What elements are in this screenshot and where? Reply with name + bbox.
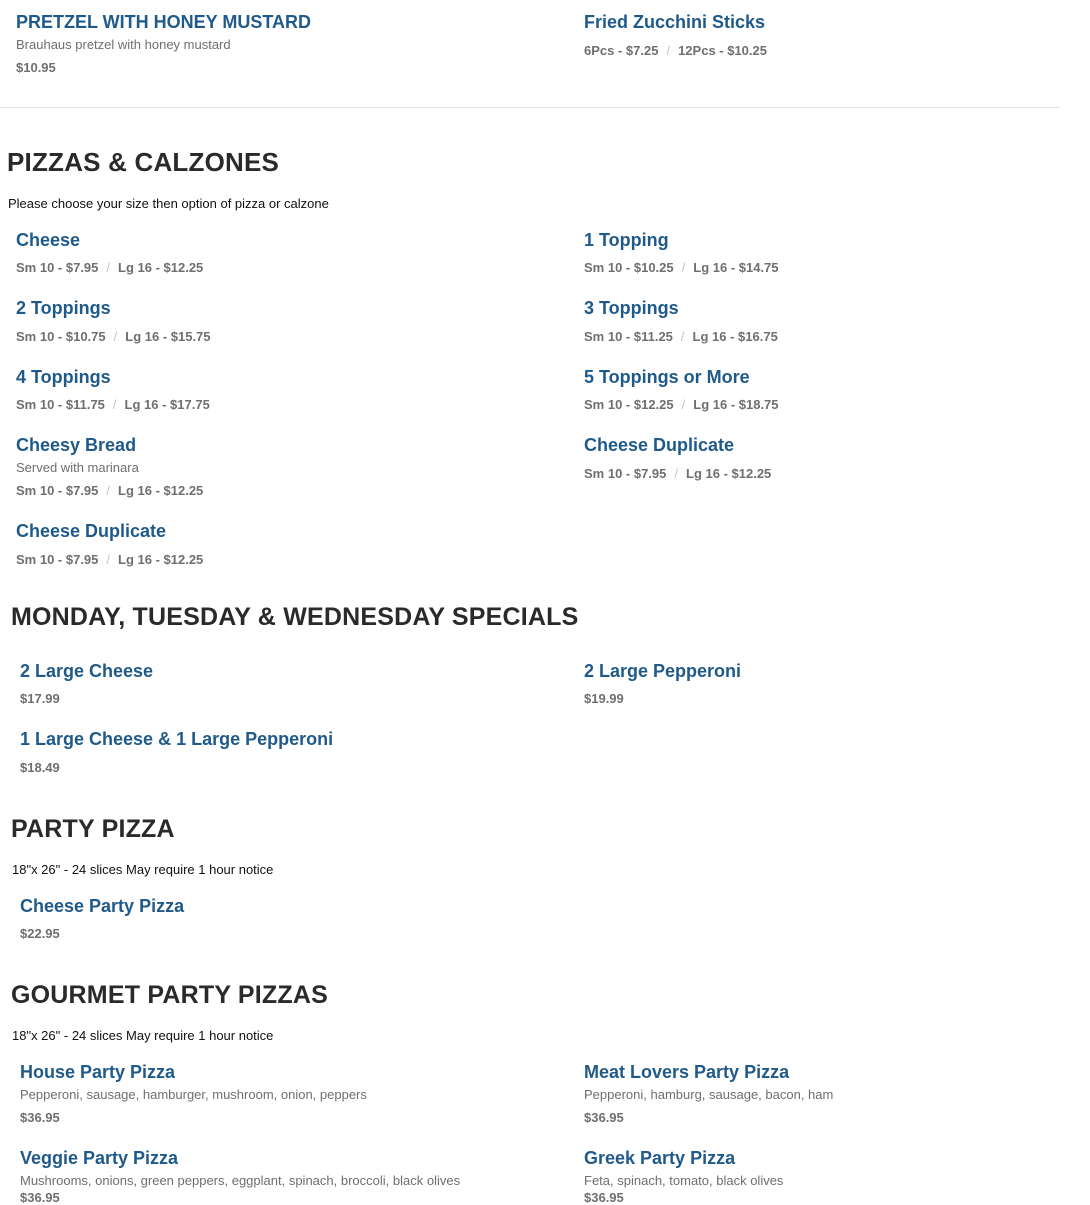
price-option: 6Pcs - $7.25 (584, 43, 659, 58)
section-title: PARTY PIZZA (11, 815, 175, 843)
item-name[interactable]: 5 Toppings or More (584, 367, 750, 387)
item-price (16, 260, 203, 275)
item-name[interactable]: 1 Topping (584, 230, 669, 250)
price-option: $22.95 (20, 926, 60, 941)
price-option: Lg 16 - $14.75 (693, 260, 779, 275)
item-description: Pepperoni, hamburg, sausage, bacon, ham (584, 1087, 834, 1102)
price-option: Sm 10 - $10.75 (16, 329, 106, 344)
price-option: $36.95 (584, 1190, 624, 1205)
price-option: Sm 10 - $7.95 (584, 466, 667, 481)
price-option: Sm 10 - $7.95 (16, 260, 99, 275)
price-separator: / (674, 466, 679, 481)
item-price (20, 1110, 60, 1125)
item-description: Mushrooms, onions, green peppers, eggplant, spinach, broccoli, black olives (20, 1173, 461, 1188)
item-price (20, 926, 60, 941)
item-description: Brauhaus pretzel with honey mustard (16, 37, 231, 52)
price-option: Sm 10 - $7.95 (16, 483, 99, 498)
item-price (16, 329, 211, 344)
item-name[interactable]: 3 Toppings (584, 298, 679, 318)
price-option: Lg 16 - $12.25 (118, 260, 204, 275)
price-option: Lg 16 - $12.25 (118, 483, 204, 498)
price-separator: / (113, 329, 118, 344)
price-separator: / (106, 552, 111, 567)
item-price (584, 1190, 624, 1205)
item-description: Served with marinara (16, 460, 139, 475)
price-option: Lg 16 - $16.75 (692, 329, 778, 344)
section-title: PIZZAS & CALZONES (7, 147, 280, 177)
item-name[interactable]: Cheese Party Pizza (20, 896, 185, 916)
price-option: 12Pcs - $10.25 (678, 43, 767, 58)
item-description: Feta, spinach, tomato, black olives (584, 1173, 784, 1188)
item-price (584, 43, 767, 58)
price-separator: / (666, 43, 671, 58)
price-option: $36.95 (20, 1110, 60, 1125)
price-option: $36.95 (584, 1110, 624, 1125)
section-divider (0, 107, 1060, 108)
price-option: $17.99 (20, 691, 60, 706)
price-separator: / (112, 397, 117, 412)
item-price (20, 1190, 60, 1205)
price-option: $10.95 (16, 60, 56, 75)
price-option: Sm 10 - $11.75 (16, 397, 105, 412)
price-option: Lg 16 - $12.25 (686, 466, 772, 481)
item-name[interactable]: Meat Lovers Party Pizza (584, 1062, 790, 1082)
price-separator: / (106, 483, 111, 498)
price-option: Sm 10 - $10.25 (584, 260, 674, 275)
price-separator: / (681, 397, 686, 412)
item-name[interactable]: 1 Large Cheese & 1 Large Pepperoni (20, 729, 334, 749)
item-name[interactable]: Greek Party Pizza (584, 1148, 736, 1168)
section-note: 18"x 26" - 24 slices May require 1 hour notice (12, 1028, 274, 1043)
item-price (584, 1110, 624, 1125)
price-option: Lg 16 - $17.75 (124, 397, 210, 412)
price-separator: / (106, 260, 111, 275)
price-option: Sm 10 - $11.25 (584, 329, 673, 344)
price-option: $19.99 (584, 691, 624, 706)
item-name[interactable]: 2 Large Pepperoni (584, 661, 742, 681)
item-name[interactable]: Cheesy Bread (16, 435, 137, 455)
section-title: GOURMET PARTY PIZZAS (11, 981, 328, 1009)
item-price (584, 397, 779, 412)
item-name[interactable]: Cheese Duplicate (16, 521, 167, 541)
price-option: Lg 16 - $18.75 (693, 397, 779, 412)
section-title: MONDAY, TUESDAY & WEDNESDAY SPECIALS (11, 603, 579, 631)
item-price (16, 483, 203, 498)
item-price (584, 260, 779, 275)
item-price (584, 466, 771, 481)
item-name[interactable]: Veggie Party Pizza (20, 1148, 179, 1168)
item-price (584, 329, 778, 344)
item-name[interactable]: Cheese Duplicate (584, 435, 735, 455)
item-price (20, 691, 60, 706)
price-separator: / (681, 260, 686, 275)
price-option: Lg 16 - $15.75 (125, 329, 211, 344)
item-name[interactable]: 2 Large Cheese (20, 661, 154, 681)
item-name[interactable]: House Party Pizza (20, 1062, 176, 1082)
item-price (584, 691, 624, 706)
price-option: Sm 10 - $7.95 (16, 552, 99, 567)
item-name[interactable]: Fried Zucchini Sticks (584, 12, 766, 32)
item-price (16, 60, 56, 75)
price-option: $36.95 (20, 1190, 60, 1205)
section-note: Please choose your size then option of pizza or calzone (8, 196, 329, 211)
section-note: 18"x 26" - 24 slices May require 1 hour notice (12, 862, 274, 877)
item-name[interactable]: Cheese (16, 230, 81, 250)
item-name[interactable]: 4 Toppings (16, 367, 111, 387)
price-option: Lg 16 - $12.25 (118, 552, 204, 567)
price-option: Sm 10 - $12.25 (584, 397, 674, 412)
item-name[interactable]: PRETZEL WITH HONEY MUSTARD (16, 12, 312, 32)
price-separator: / (680, 329, 685, 344)
item-price (20, 760, 60, 775)
item-description: Pepperoni, sausage, hamburger, mushroom, onion, peppers (20, 1087, 367, 1102)
item-name[interactable]: 2 Toppings (16, 298, 111, 318)
item-price (16, 397, 210, 412)
price-option: $18.49 (20, 760, 60, 775)
item-price (16, 552, 203, 567)
